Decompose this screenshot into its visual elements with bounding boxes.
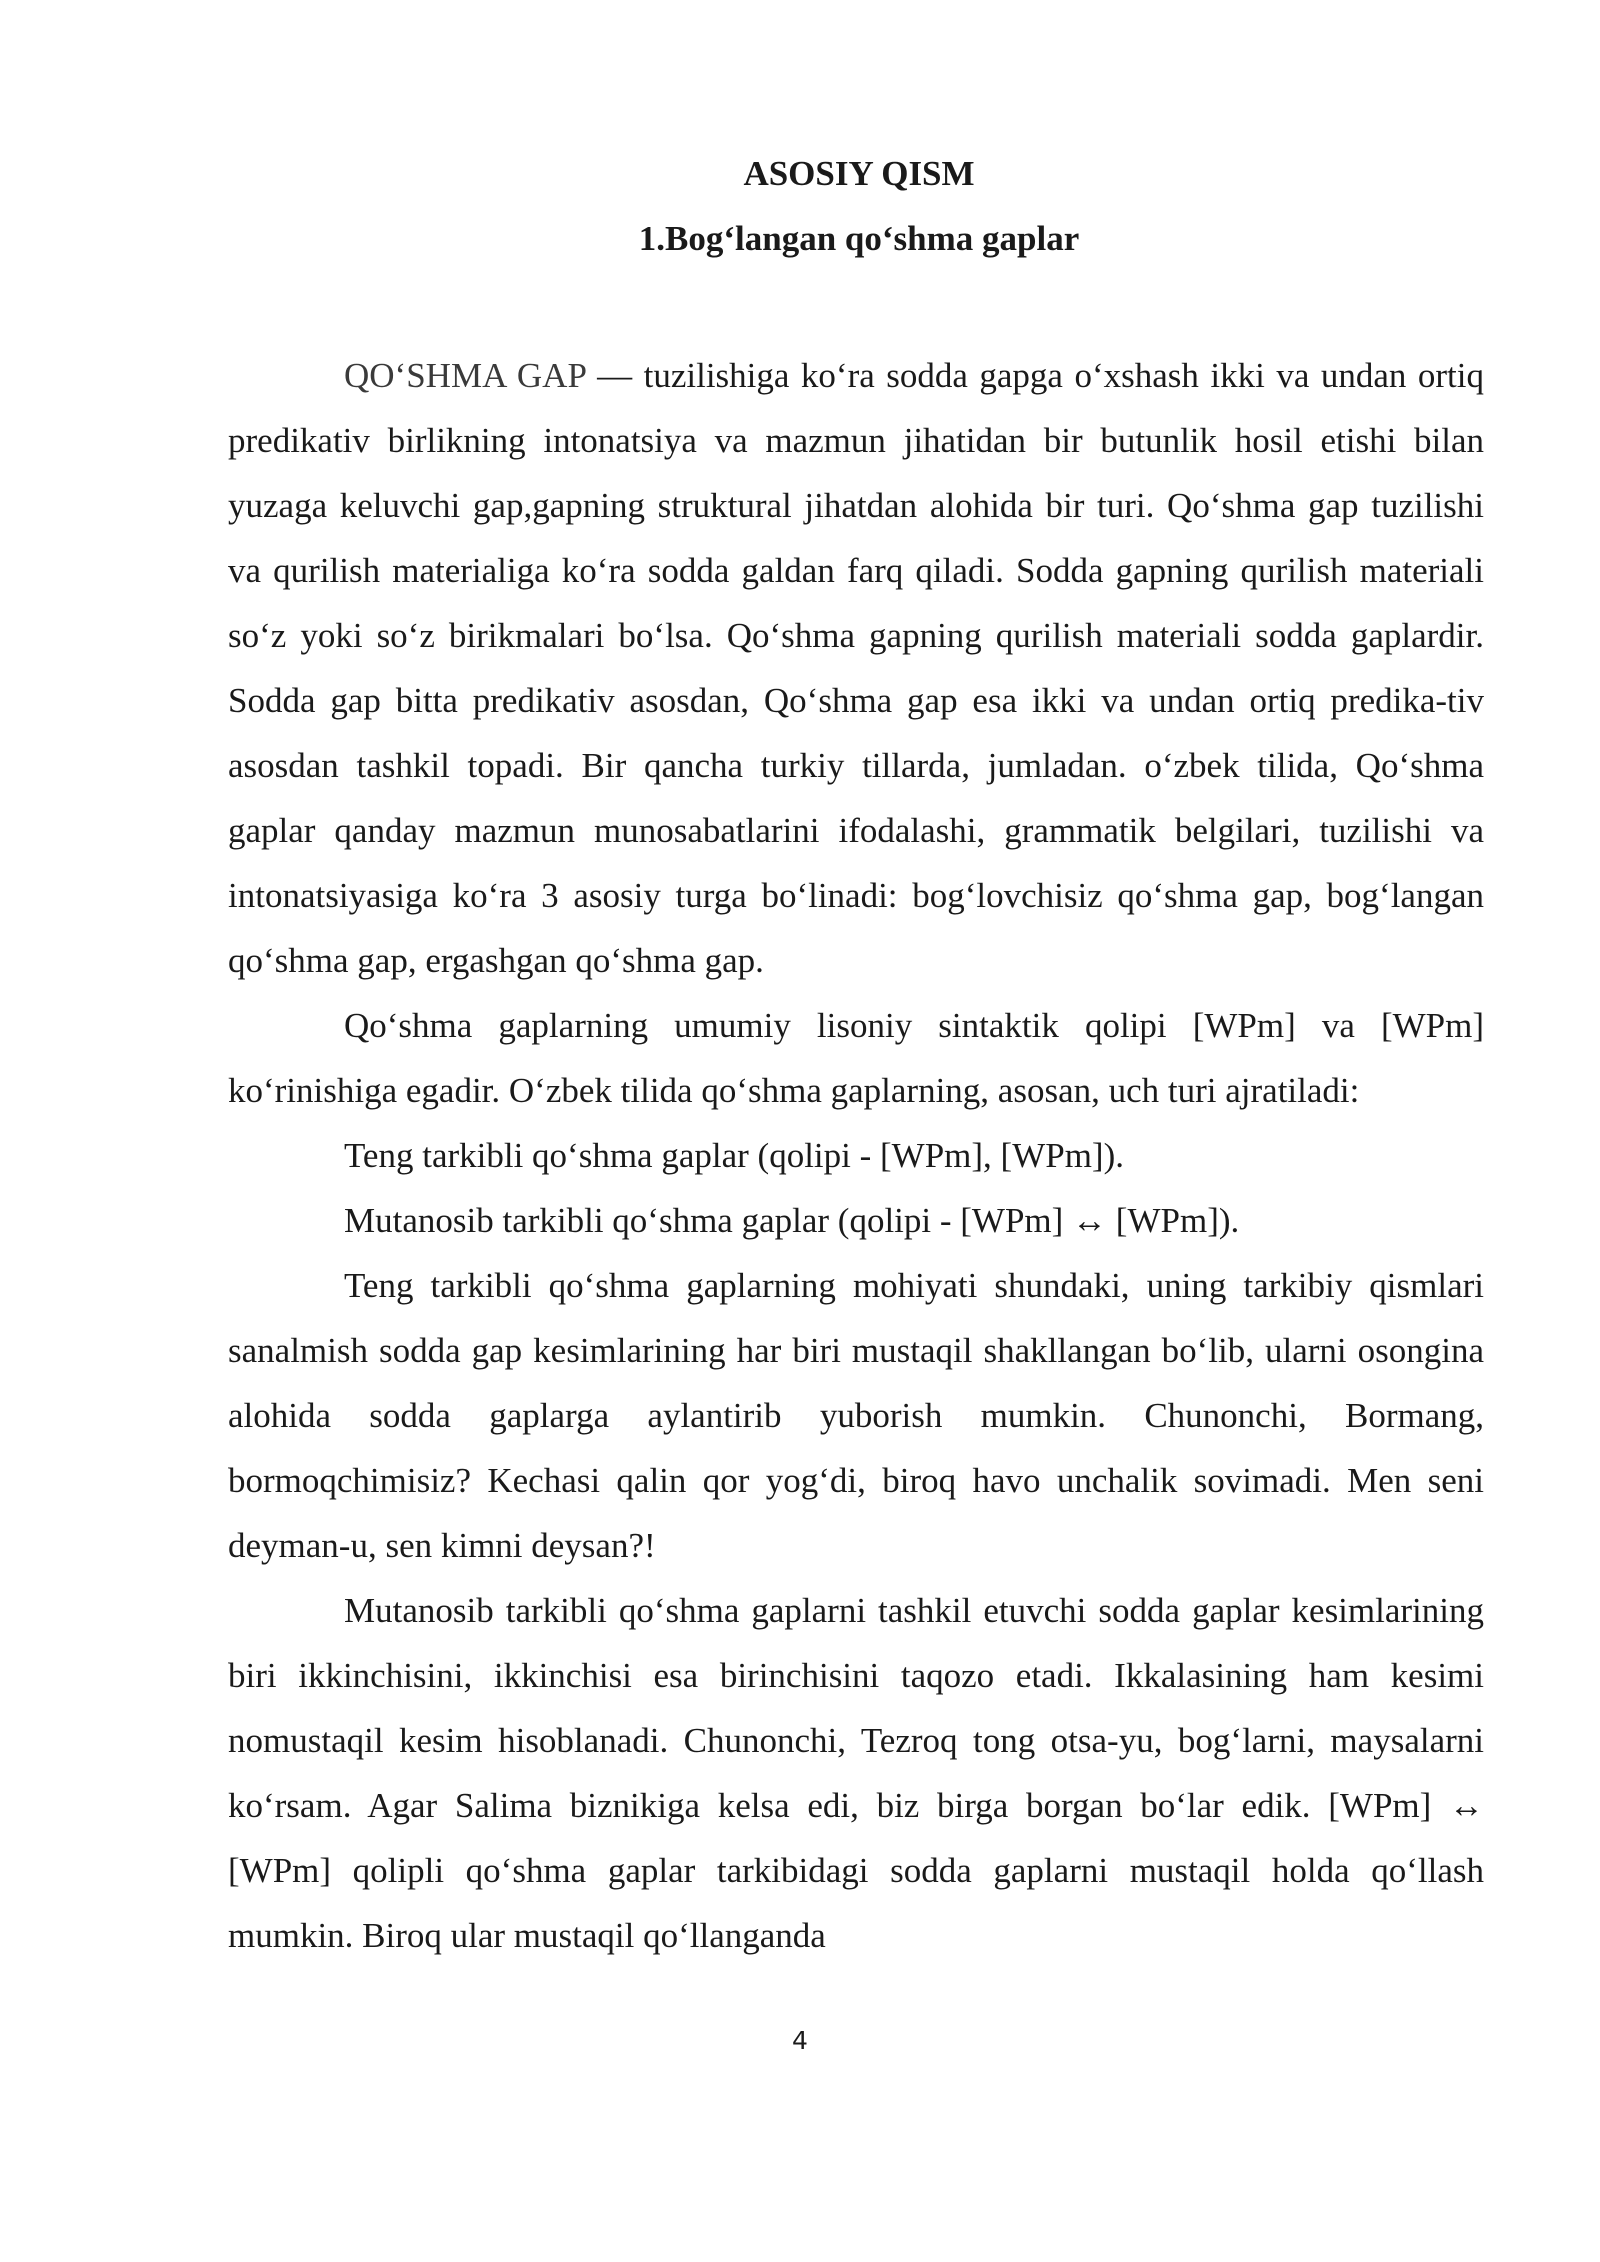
paragraph-1-text: — tuzilishiga ko‘ra sodda gapga o‘xshash ikki va undan ortiq predikativ birlikning intonatsiya va mazmun jihatidan bir butunlik hosil etishi bilan yuzaga keluvchi gap,gapning struktural jihatdan alohida bir turi. Qo‘shma gap tuzilishi va qurilish materialiga ko‘ra sodda galdan farq qiladi. Sodda gapning qurilish materiali so‘z yoki so‘z birikmalari bo‘lsa. Qo‘shma gapning qurilish materiali sodda gaplardir. Sodda gap bitta predikativ asosdan, Qo‘shma gap esa ikki va undan ortiq predika-tiv asosdan tashkil topadi. Bir qancha turkiy tillarda, jumladan. o‘zbek tilida, Qo‘shma gaplar qanday mazmun munosabatlarini ifodalashi, grammatik belgilari, tuzilishi va intonatsiyasiga ko‘ra 3 asosiy turga bo‘linadi: bog‘lovchisiz qo‘shma gap, bog‘langan qo‘shma gap, ergashgan qo‘shma gap. [228, 356, 1484, 980]
paragraph-5: Teng tarkibli qo‘shma gaplarning mohiyati shundaki, uning tarkibiy qismlari sanalmish sodda gap kesimlarining har biri mustaqil shakllangan bo‘lib, ularni osongina alohida sodda gaplarga aylantirib yuborish mumkin. Chunonchi, Bormang, bormoqchimisiz? Kechasi qalin qor yog‘di, biroq havo unchalik sovimadi. Men seni deyman-u, sen kimni deysan?! [228, 1266, 1484, 1565]
paragraph-6: Mutanosib tarkibli qo‘shma gaplarni tashkil etuvchi sodda gaplar kesimlarining biri ikkinchisini, ikkinchisi esa birinchisini taqozo etadi. Ikkalasining ham kesimi nomustaqil kesim hisoblanadi. Chunonchi, Tezroq tong otsa-yu, bog‘larni, maysalarni ko‘rsam. Agar Salima biznikiga kelsa edi, biz birga borgan bo‘lar edik. [WPm] ↔ [WPm] qolipli qo‘shma gaplar tarkibidagi sodda gaplarni mustaqil holda qo‘llash mumkin. Biroq ular mustaqil qo‘llanganda [228, 1591, 1484, 1955]
subsection-title: 1.Bog‘langan qo‘shma gaplar [638, 219, 1080, 258]
paragraph-3: Teng tarkibli qo‘shma gaplar (qolipi - [WPm], [WPm]). [344, 1136, 1124, 1175]
paragraph-2: Qo‘shma gaplarning umumiy lisoniy sintaktik qolipi [WPm] va [WPm] ko‘rinishiga egadir. O‘zbek tilida qo‘shma gaplarning, asosan, uch turi ajratiladi: [228, 1006, 1484, 1110]
paragraph-1 [228, 343, 1484, 993]
page-number: 4 [792, 2026, 808, 2055]
term-lead: QO‘SHMA GAP [344, 356, 586, 395]
body-text [228, 343, 1484, 1968]
section-title: ASOSIY QISM [743, 154, 975, 193]
paragraph-4: Mutanosib tarkibli qo‘shma gaplar (qolipi - [WPm] ↔ [WPm]). [344, 1201, 1240, 1240]
